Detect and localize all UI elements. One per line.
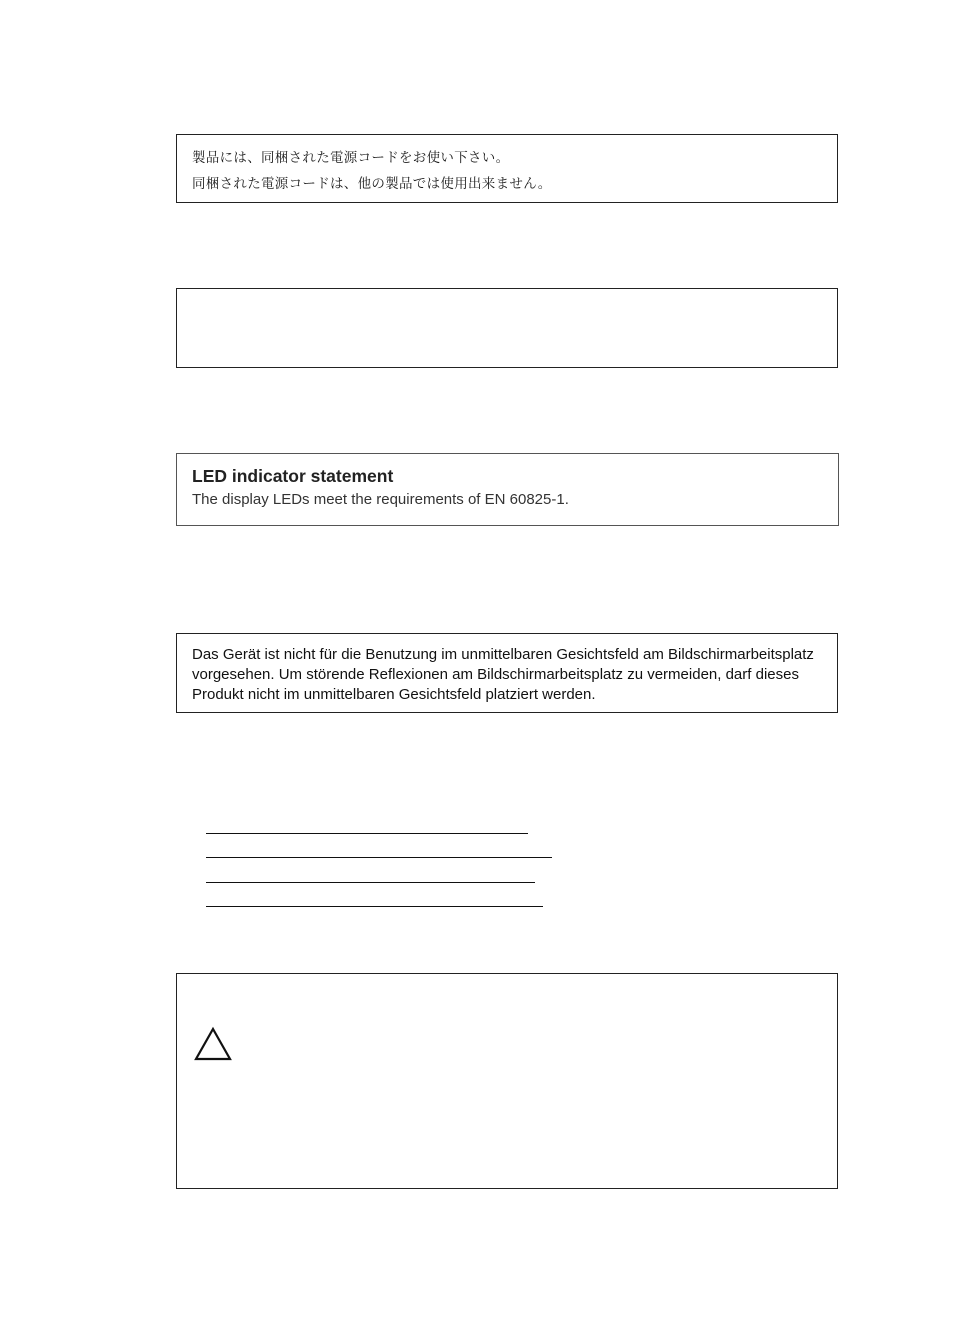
led-statement-heading: LED indicator statement [192,466,394,486]
blank-line-3 [206,882,535,883]
led-statement-body: The display LEDs meet the requirements of EN 60825-1. [192,491,569,508]
german-notice-text: Das Gerät ist nicht für die Benutzung im unmittelbaren Gesichtsfeld am Bildschirmarbeitsplatz vorgesehen. Um störende Reflexionen am Bildschirmarbeitsplatz zu vermeiden, darf dieses Produkt nicht im unmittelbaren Gesichtsfeld platziert werden. [192,646,814,703]
blank-line-2 [206,857,552,858]
japanese-notice-line-1: 製品には、同梱された電源コードをお使い下さい。 [192,150,510,166]
empty-notice-box [176,288,838,368]
japanese-power-cord-notice [176,134,838,203]
german-workplace-notice [176,633,838,713]
led-indicator-statement-box [176,453,839,526]
blank-line-4 [206,906,543,907]
japanese-notice-line-2: 同梱された電源コードは、他の製品では使用出来ません。 [192,176,552,192]
caution-box [176,973,838,1189]
warning-triangle-icon [193,1026,233,1062]
blank-line-1 [206,833,528,834]
